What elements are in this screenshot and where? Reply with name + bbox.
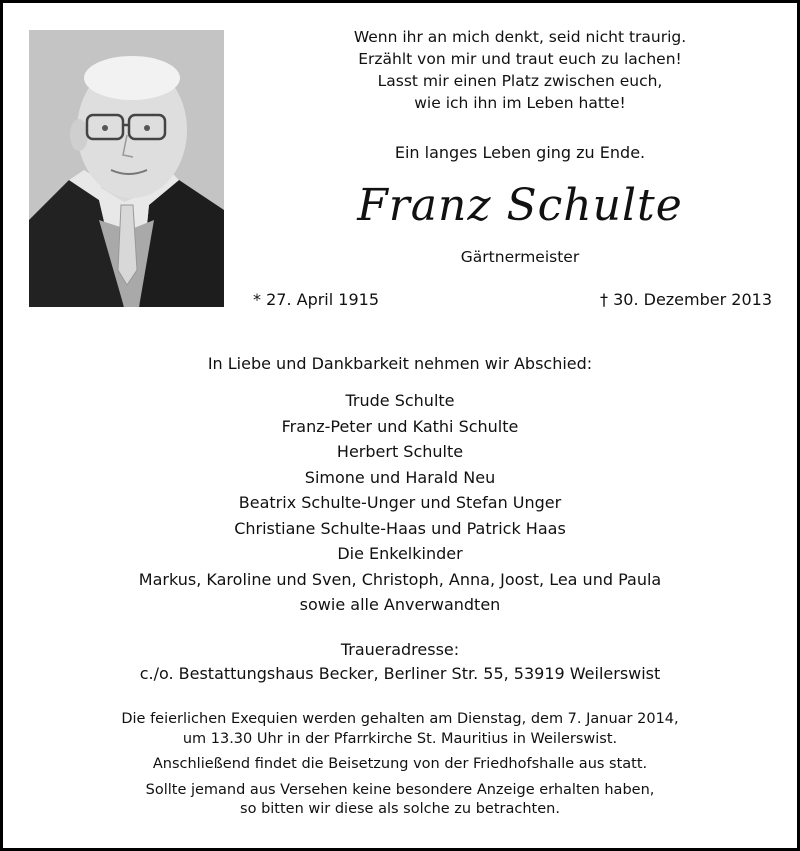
mourner: Franz-Peter und Kathi Schulte (281, 416, 519, 436)
poem-line: Wenn ihr an mich denkt, seid nicht traurig. (353, 28, 687, 46)
mourner: Christiane Schulte-Haas und Patrick Haas (234, 518, 566, 538)
exequies-line-1: Die feierlichen Exequien werden gehalten am Dienstag, dem 7. Januar 2014, (121, 711, 679, 727)
occupation: Gärtnermeister (460, 248, 580, 266)
service-notes (0, 710, 800, 820)
farewell-line: In Liebe und Dankbarkeit nehmen wir Abschied: (207, 354, 593, 373)
birth-date: * 27. April 1915 (253, 290, 379, 309)
portrait-photo (29, 30, 224, 307)
mourner: Trude Schulte (345, 391, 455, 410)
mourner: sowie alle Anverwandten (299, 595, 501, 614)
poem (300, 26, 740, 114)
mourner: Simone und Harald Neu (304, 467, 496, 487)
notice-line-1: Sollte jemand aus Versehen keine besondere Anzeige erhalten haben, (145, 781, 655, 798)
poem-line: wie ich ihn im Leben hatte! (414, 94, 626, 112)
mourner: Herbert Schulte (336, 442, 464, 461)
intro-line: Ein langes Leben ging zu Ende. (394, 143, 646, 162)
mourner: Markus, Karoline und Sven, Christoph, Anna, Joost, Lea und Paula (138, 569, 662, 589)
portrait-illustration (29, 30, 224, 307)
mourning-address: c./o. Bestattungshaus Becker, Berliner Str. 55, 53919 Weilerswist (139, 664, 661, 683)
poem-line: Erzählt von mir und traut euch zu lachen! (358, 50, 682, 68)
mourner: Die Enkelkinder (337, 544, 463, 563)
mourner: Beatrix Schulte-Unger und Stefan Unger (238, 493, 562, 512)
notice-line-2: so bitten wir diese als solche zu betrachten. (240, 801, 560, 817)
burial-line: Anschließend findet die Beisetzung von der Friedhofshalle aus statt. (152, 756, 648, 772)
death-date: † 30. Dezember 2013 (600, 290, 772, 309)
address-label: Traueradresse: (340, 640, 460, 659)
exequies-line-2: um 13.30 Uhr in der Pfarrkirche St. Mauritius in Weilerswist. (182, 730, 618, 747)
mourners-list (0, 388, 800, 618)
poem-line: Lasst mir einen Platz zwischen euch, (377, 72, 663, 90)
deceased-name: Franz Schulte (357, 180, 683, 231)
